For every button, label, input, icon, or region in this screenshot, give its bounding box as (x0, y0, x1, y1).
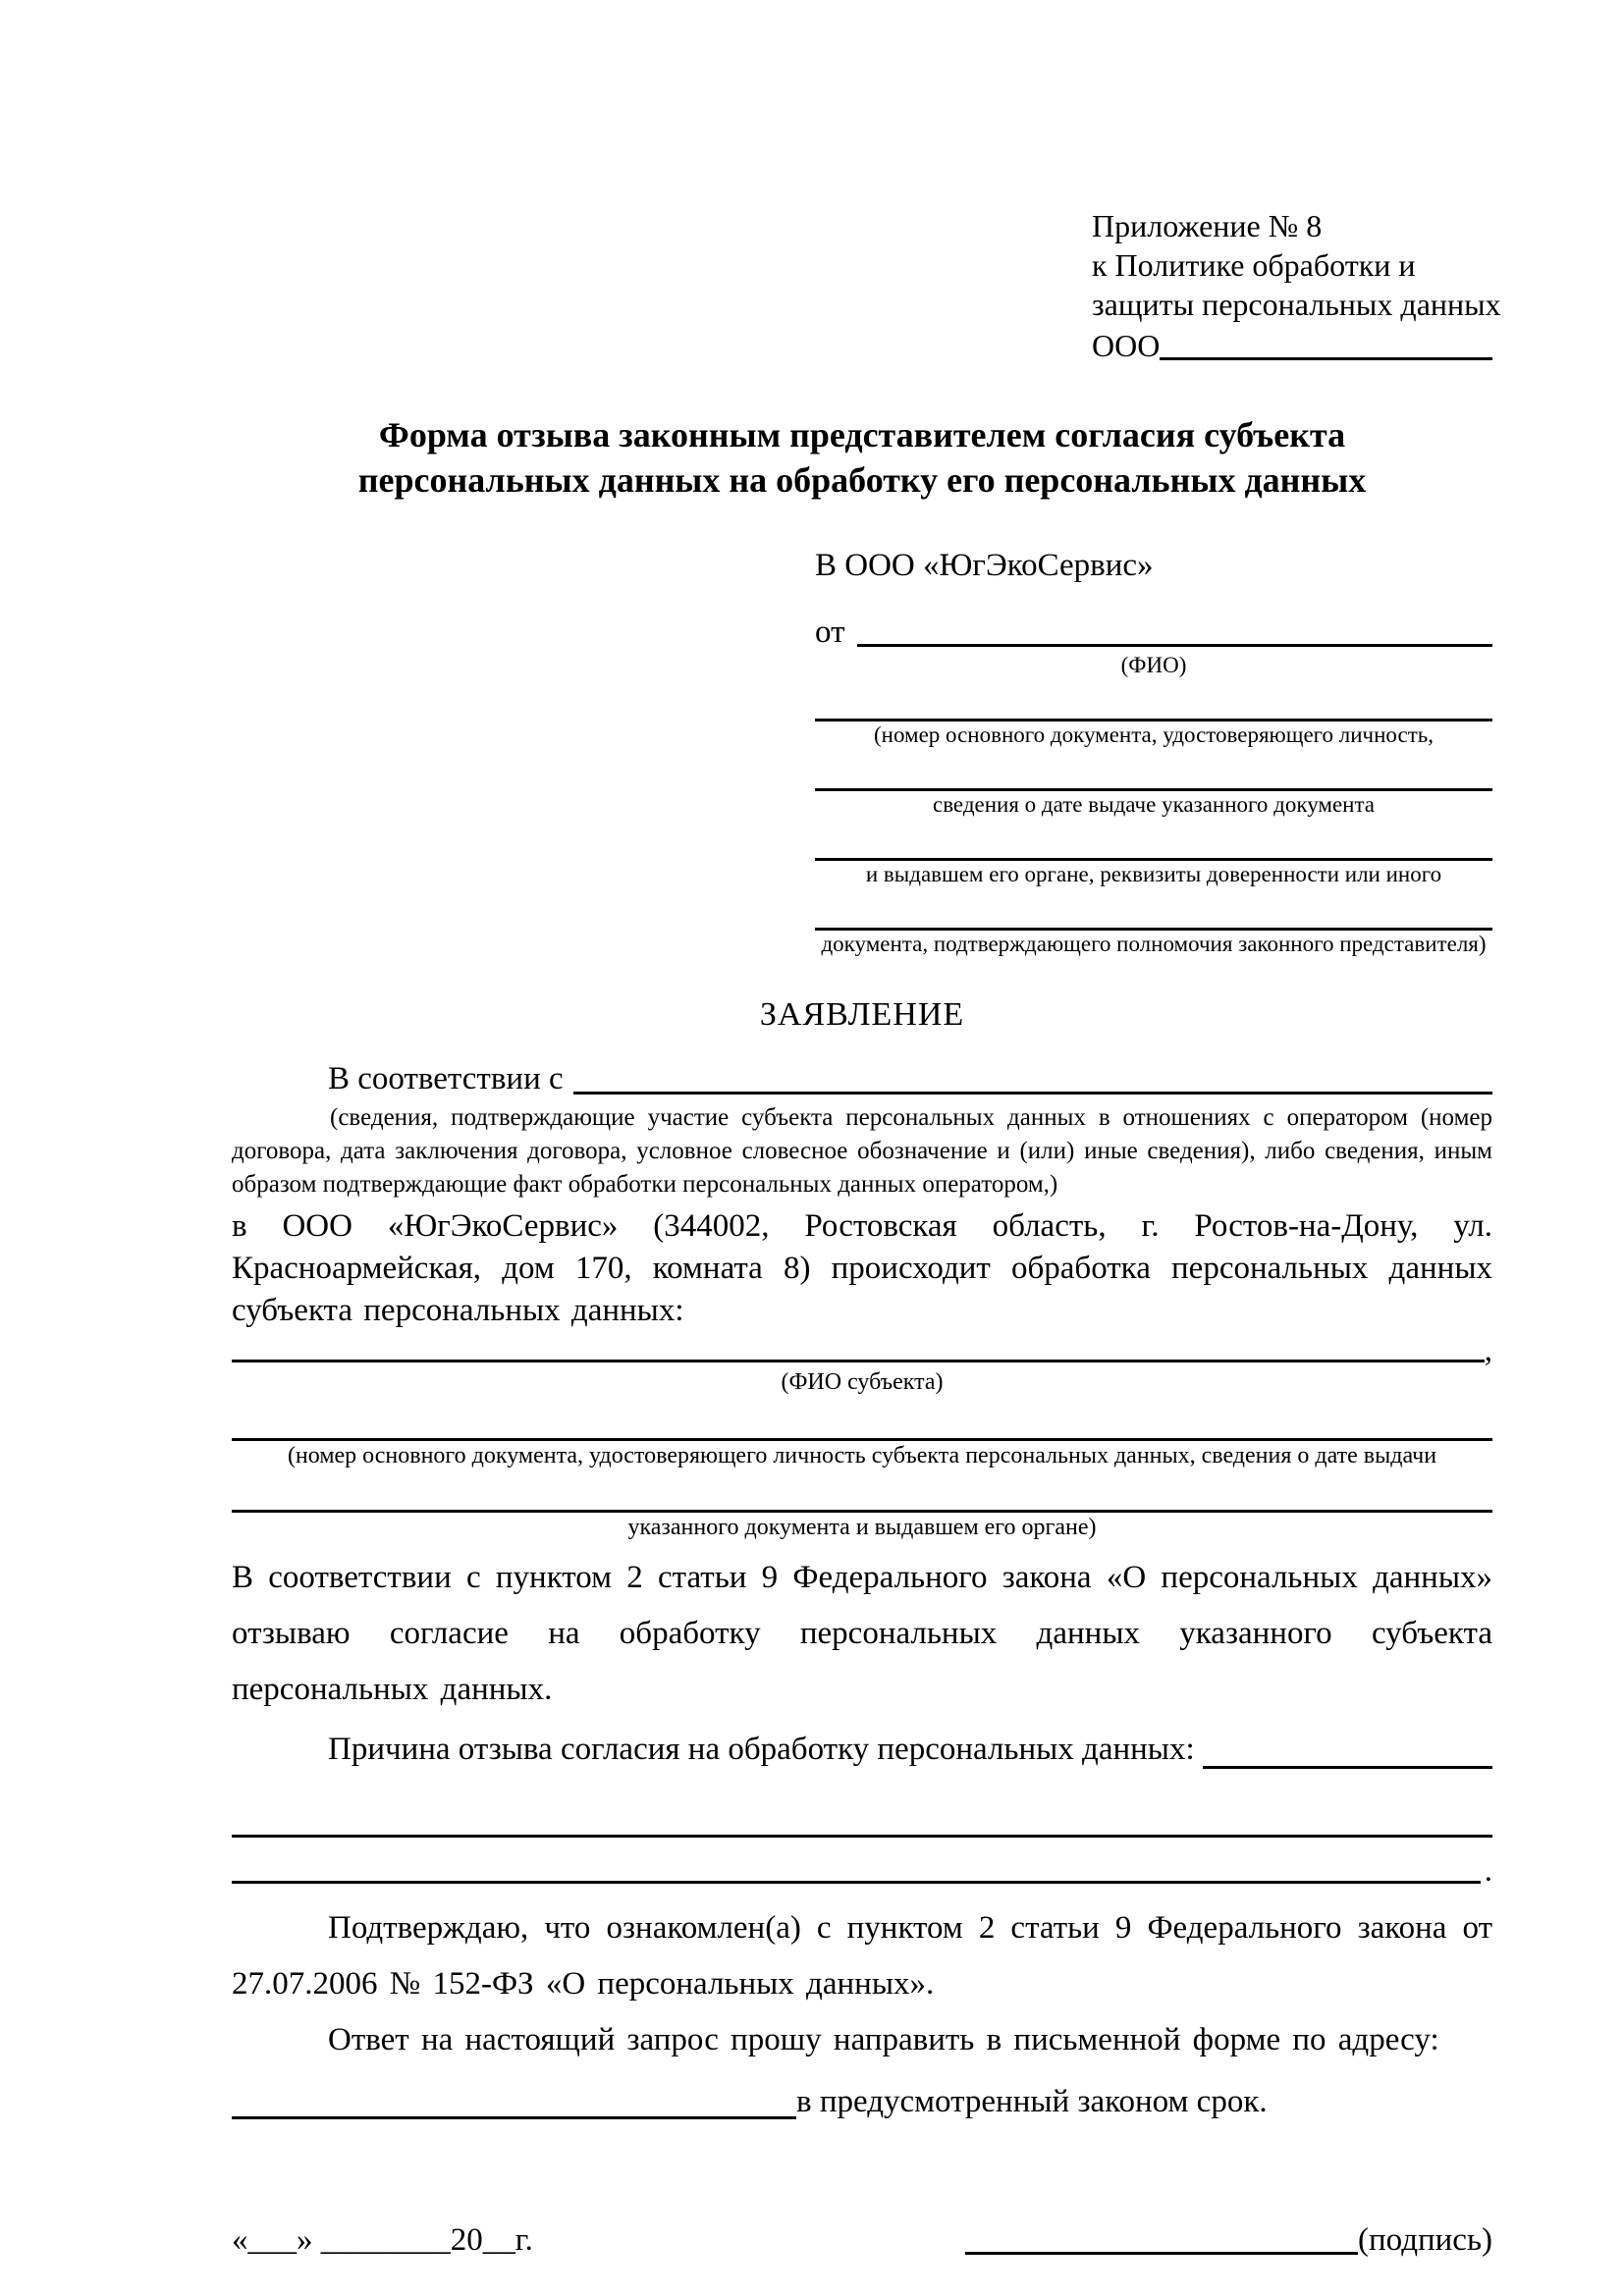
doc-caption-3: и выдавшем его органе, реквизиты доверенности или иного (865, 862, 1442, 886)
blank-line (815, 679, 1492, 721)
addressee-from-row (815, 609, 1492, 652)
withdraw-paragraph: В соответствии с пунктом 2 статьи 9 Федерального закона «О персональных данных» отзываю согласие на обработку персональных данных указанного субъекта персональных данных. (232, 1560, 1492, 1707)
doc-caption-2: сведения о дате выдаче указанного документа (932, 792, 1376, 817)
addressee-block (815, 546, 1492, 958)
doc-caption-1: (номер основного документа, удостоверяющего личность, (873, 722, 1434, 747)
intro-caption: (сведения, подтверждающие участие субъекта персональных данных в отношениях с оператором (номер договора, дата заключения договора, условное словесное обозначение и (или) иные сведения), либо сведения, иным образом подтверждающие факт обработки персональных данных оператором,) (232, 1104, 1492, 1198)
from-prefix: от (815, 614, 845, 650)
reply-address-row (232, 2068, 1492, 2124)
header-note (1092, 206, 1501, 365)
doc-caption-4: документа, подтверждающего полномочия законного представителя) (821, 932, 1487, 956)
blank-line (232, 1470, 1492, 1513)
blank-line (1203, 1766, 1492, 1769)
statement-heading: ЗАЯВЛЕНИЕ (759, 996, 965, 1033)
blank-line (232, 1360, 1485, 1362)
subject-fio-row (232, 1332, 1492, 1367)
header-note-line-3: защиты персональных данных (1092, 287, 1501, 322)
reply-suffix: в предусмотренный законом срок. (796, 2084, 1268, 2119)
intro-prefix: В соответствии с (328, 1061, 564, 1096)
document-title: Форма отзыва законным представителем согласия субъекта персональных данных на обработку его персональных данных (357, 415, 1367, 500)
blank-line (1160, 357, 1492, 360)
addressee-to: В ООО «ЮгЭкоСервис» (815, 548, 1154, 583)
operator-paragraph: в ООО «ЮгЭкоСервис» (344002, Ростовская область, г. Ростов-на-Дону, ул. Красноармейская, дом 170, комната 8) происходит обработка персональных данных субъекта персональных данных: (232, 1208, 1492, 1328)
subject-fio-suffix: , (1484, 1333, 1492, 1368)
blank-line (857, 644, 1493, 647)
subject-doc-caption-2: указанного документа и выдавшем его органе) (627, 1515, 1097, 1540)
company-prefix: ООО (1092, 328, 1161, 363)
subject-fio-caption: (ФИО субъекта) (781, 1369, 944, 1395)
signature-line (965, 2252, 1358, 2255)
blank-line-row (232, 1838, 1492, 1889)
statement-intro-row (232, 1054, 1492, 1099)
document-content (232, 206, 1501, 2260)
blank-line (815, 888, 1492, 931)
reason-row (232, 1718, 1492, 1774)
signature-caption: (подпись) (1358, 2222, 1492, 2258)
subject-doc-caption-1: (номер основного документа, удостоверяющего личность субъекта персональных данных, сведения о дате выдачи (287, 1443, 1437, 1468)
signature-row (232, 2215, 1492, 2260)
blank-line (815, 749, 1492, 791)
fio-caption: (ФИО) (1120, 653, 1187, 677)
header-note-line-2: к Политике обработки и (1092, 247, 1416, 283)
blank-line (815, 819, 1492, 861)
confirm-paragraph: Подтверждаю, что ознакомлен(а) с пунктом 2 статьи 9 Федерального закона от 27.07.2006 № 152-ФЗ «О персональных данных». (232, 1910, 1492, 2002)
header-note-line-1: Приложение № 8 (1092, 208, 1323, 243)
reason-prefix: Причина отзыва согласия на обработку персональных данных: (328, 1732, 1195, 1767)
reply-request: Ответ на настоящий запрос прошу направить в письменной форме по адресу: (328, 2022, 1439, 2057)
blank-line (573, 1092, 1492, 1095)
blank-line (232, 2116, 796, 2119)
blank-line (232, 1774, 1492, 1838)
blank-line-period: . (1484, 1853, 1492, 1889)
blank-line (232, 1881, 1481, 1884)
blank-line (232, 1397, 1492, 1441)
header-note-company-row (1092, 324, 1492, 365)
date-blank: «___» ________20__г. (232, 2222, 533, 2258)
